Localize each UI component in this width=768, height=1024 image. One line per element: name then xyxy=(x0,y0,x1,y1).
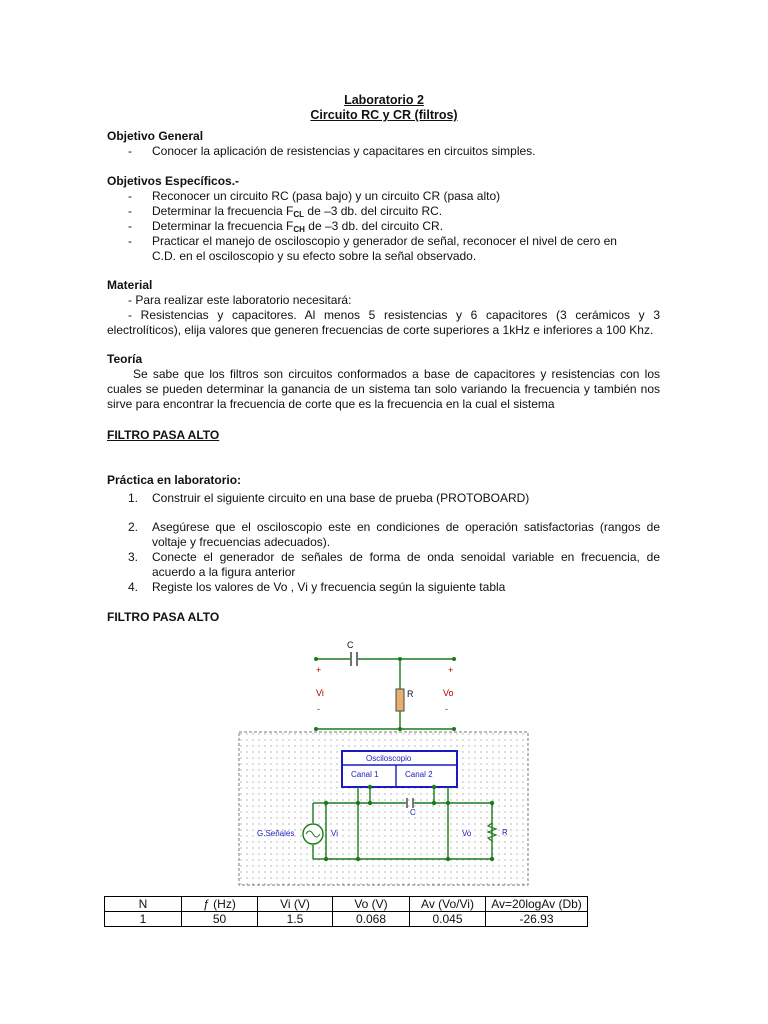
table-cell: 0.068 xyxy=(333,912,410,927)
bb-cap-label: C xyxy=(410,808,416,817)
step-text: Conecte el generador de señales de forma de onda senoidal variable en frecuencia, de acuerdo a la figura anterior xyxy=(152,550,660,579)
step-number: 4. xyxy=(128,580,139,594)
bb-vo-label: Vo xyxy=(462,829,472,838)
table-cell: 1 xyxy=(105,912,182,927)
doc-title: Laboratorio 2 xyxy=(344,93,424,107)
filtro-pasa-alto-heading: FILTRO PASA ALTO xyxy=(107,428,220,442)
bullet-dash: - xyxy=(128,204,132,218)
objetivos-especificos-heading: Objetivos Específicos.- xyxy=(107,174,240,188)
step-text: Construir el siguiente circuito en una base de prueba (PROTOBOARD) xyxy=(152,491,530,505)
header-cell: Av=20logAv (Db) xyxy=(486,897,588,912)
material-paragraph: - Resistencias y capacitores. Al menos 5 resistencias y 6 capacitores (3 cerámicos y 3 electrolíticos), elija valores que generen frecuencias de corte superiores a 1kHz e inferiores a 100 Khz. xyxy=(107,308,660,337)
objetivo-item-3: Determinar la frecuencia $F_{CH}$ de –3 db. del circuito CR. xyxy=(152,219,444,234)
teoria-paragraph: Se sabe que los filtros son circuitos conformados a base de capacitores y resistencias con los cuales se pueden determinar la ganancia de un sistema tan solo variando la frecuencia y también nos sirve para encontrar la frecuencia de corte que es la frecuencia en la cual el sistema xyxy=(107,367,660,411)
table-header-row xyxy=(105,897,588,912)
minus-sign: - xyxy=(445,704,448,714)
vo-label: Vo xyxy=(443,688,454,698)
objetivo-item-2: Determinar la frecuencia $F_{CL}$ de –3 db. del circuito RC. xyxy=(152,204,443,219)
table-cell: -26.93 xyxy=(486,912,588,927)
results-table xyxy=(104,896,588,927)
table-row xyxy=(105,912,588,927)
minus-sign: - xyxy=(317,704,320,714)
objetivo-item-1: Reconocer un circuito RC (pasa bajo) y un circuito CR (pasa alto) xyxy=(152,189,501,203)
doc-subtitle: Circuito RC y CR (filtros) xyxy=(310,108,458,122)
canal2-label: Canal 2 xyxy=(405,770,433,779)
practica-heading: Práctica en laboratorio: xyxy=(107,473,242,487)
step-text: Asegúrese que el osciloscopio este en condiciones de operación satisfactorias (rangos de voltaje y frecuencias adecuados). xyxy=(152,520,660,549)
step-number: 3. xyxy=(128,550,139,564)
breadboard-diagram xyxy=(238,731,530,887)
capacitor-symbol xyxy=(351,652,357,666)
bullet-dash: - xyxy=(128,234,132,248)
header-cell: Vi (V) xyxy=(258,897,333,912)
vi-label: Vi xyxy=(316,688,324,698)
bullet-dash: - xyxy=(128,189,132,203)
step-number: 1. xyxy=(128,491,139,505)
objetivo-general-heading: Objetivo General xyxy=(107,129,204,143)
table-cell: 0.045 xyxy=(410,912,486,927)
header-cell: Av (Vo/Vi) xyxy=(410,897,486,912)
header-cell: ƒ (Hz) xyxy=(182,897,258,912)
cap-label: C xyxy=(347,640,354,650)
bb-r-label: R xyxy=(502,828,508,837)
table-cell: 50 xyxy=(182,912,258,927)
plus-sign: + xyxy=(448,665,454,675)
header-cell: N xyxy=(105,897,182,912)
objetivo-general-item: Conocer la aplicación de resistencias y capacitares en circuitos simples. xyxy=(152,144,536,158)
header-cell: Vo (V) xyxy=(333,897,410,912)
teoria-heading: Teoría xyxy=(107,352,143,366)
material-line: - Para realizar este laboratorio necesitará: xyxy=(128,293,352,307)
filtro-pasa-alto-heading-2: FILTRO PASA ALTO xyxy=(107,610,220,624)
canal1-label: Canal 1 xyxy=(351,770,379,779)
resistor-symbol xyxy=(396,689,404,711)
table-cell: 1.5 xyxy=(258,912,333,927)
bullet-dash: - xyxy=(128,144,132,158)
oscilloscope-box xyxy=(342,751,457,787)
bb-vi-label: Vi xyxy=(331,829,338,838)
plus-sign: + xyxy=(316,665,322,675)
material-heading: Material xyxy=(107,278,153,292)
objetivo-item-4-line1: Practicar el manejo de osciloscopio y generador de señal, reconocer el nivel de cero en xyxy=(152,234,617,248)
step-text: Registe los valores de Vo , Vi y frecuencia según la siguiente tabla xyxy=(152,580,506,594)
res-label: R xyxy=(407,689,414,699)
bullet-dash: - xyxy=(128,219,132,233)
objetivo-item-4-line2: C.D. en el osciloscopio y su efecto sobre la señal observado. xyxy=(152,249,477,263)
generator-label: G.Señales xyxy=(257,829,295,838)
osc-title: Osciloscopio xyxy=(366,754,412,763)
step-number: 2. xyxy=(128,520,139,534)
high-pass-schematic xyxy=(300,634,470,734)
